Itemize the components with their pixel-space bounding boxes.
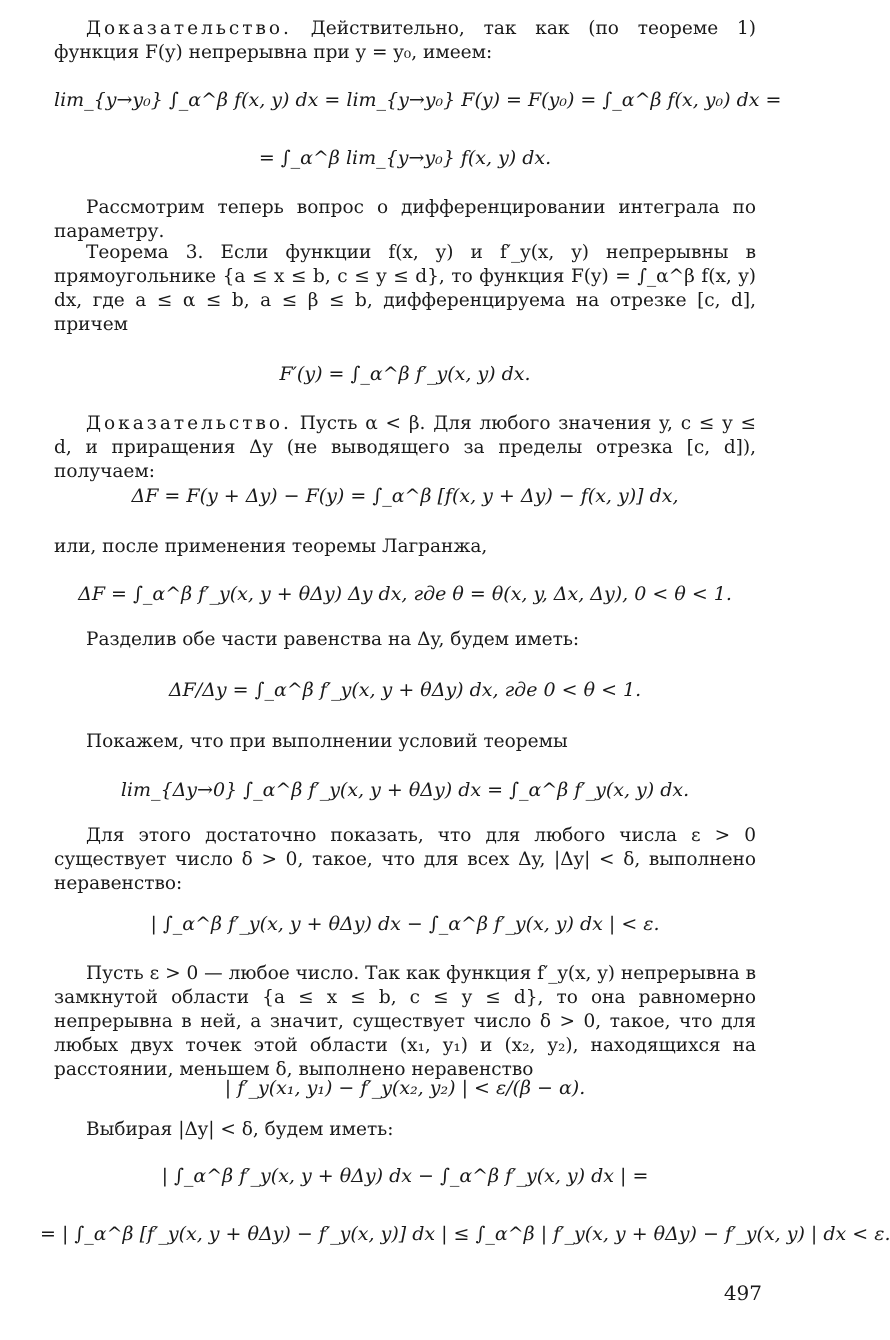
paragraph-divide: Разделив обе части равенства на Δy, будем иметь: bbox=[86, 629, 580, 650]
paragraph-proof-theorem-3: Доказательство. Пусть α < β. Для любого значения y, c ≤ y ≤ d, и приращения Δy (не выводящего за пределы отрезка [c, d]), получаем: bbox=[54, 413, 756, 482]
paragraph-theorem-3: Теорема 3. Если функции f(x, y) и f′_y(x, y) непрерывны в прямоугольнике {a ≤ x ≤ b, c ≤ y ≤ d}, то функция F(y) = ∫_α^β f(x, y) dx, где a ≤ α ≤ b, a ≤ β ≤ b, дифференцируема на отрезке [c, d], причем bbox=[54, 242, 756, 335]
formula-limit-integral: lim_{y→y₀} ∫_α^β f(x, y) dx = lim_{y→y₀} F(y) = F(y₀) = ∫_α^β f(x, y₀) dx = bbox=[54, 89, 782, 111]
formula-limit-derivative: lim_{Δy→0} ∫_α^β f′_y(x, y + θΔy) dx = ∫_α^β f′_y(x, y) dx. bbox=[120, 779, 690, 801]
formula-inequality-epsilon: | ∫_α^β f′_y(x, y + θΔy) dx − ∫_α^β f′_y(x, y) dx | < ε. bbox=[150, 913, 660, 935]
paragraph-choosing-delta: Выбирая |Δy| < δ, будем иметь: bbox=[86, 1119, 394, 1140]
formula-derivative-F: F′(y) = ∫_α^β f′_y(x, y) dx. bbox=[279, 363, 531, 385]
paragraph-lagrange: или, после применения теоремы Лагранжа, bbox=[54, 536, 488, 557]
paragraph-show: Покажем, что при выполнении условий теоремы bbox=[86, 731, 568, 752]
formula-estimate-1: | ∫_α^β f′_y(x, y + θΔy) dx − ∫_α^β f′_y(x, y) dx | = bbox=[161, 1165, 649, 1187]
formula-lagrange-theta: ΔF = ∫_α^β f′_y(x, y + θΔy) Δy dx, где θ = θ(x, y, Δx, Δy), 0 < θ < 1. bbox=[78, 583, 732, 605]
formula-delta-F: ΔF = F(y + Δy) − F(y) = ∫_α^β [f(x, y + Δy) − f(x, y)] dx, bbox=[131, 485, 679, 507]
formula-estimate-2: = | ∫_α^β [f′_y(x, y + θΔy) − f′_y(x, y)] dx | ≤ ∫_α^β | f′_y(x, y + θΔy) − f′_y(x, y) | dx < ε. bbox=[40, 1223, 890, 1245]
page-number: 497 bbox=[723, 1281, 762, 1305]
spaced-lead-proof: Доказательство. bbox=[86, 18, 292, 39]
paragraph-proof-continuity: Доказательство. Действительно, так как (по теореме 1) функция F(y) непрерывна при y = y₀, имеем: bbox=[54, 18, 756, 63]
formula-uniform-bound: | f′_y(x₁, y₁) − f′_y(x₂, y₂) | < ε/(β − α). bbox=[224, 1077, 586, 1099]
spaced-lead-proof-2: Доказательство. bbox=[86, 413, 292, 434]
paragraph-epsilon-delta: Для этого достаточно показать, что для любого числа ε > 0 существует число δ > 0, такое, что для всех Δy, |Δy| < δ, выполнено неравенство: bbox=[54, 825, 756, 894]
paragraph-differentiation-intro: Рассмотрим теперь вопрос о дифференцировании интеграла по параметру. bbox=[54, 197, 756, 242]
formula-ratio: ΔF/Δy = ∫_α^β f′_y(x, y + θΔy) dx, где 0 < θ < 1. bbox=[168, 679, 642, 701]
formula-limit-under-integral: = ∫_α^β lim_{y→y₀} f(x, y) dx. bbox=[258, 147, 552, 169]
paragraph-uniform-continuity: Пусть ε > 0 — любое число. Так как функция f′_y(x, y) непрерывна в замкнутой области {a ≤ x ≤ b, c ≤ y ≤ d}, то она равномерно непрерывна в ней, а значит, существует число δ > 0, такое, что для любых двух точек этой области (x₁, y₁) и (x₂, y₂), находящихся на расстоянии, меньшем δ, выполнено неравенство bbox=[54, 963, 756, 1080]
